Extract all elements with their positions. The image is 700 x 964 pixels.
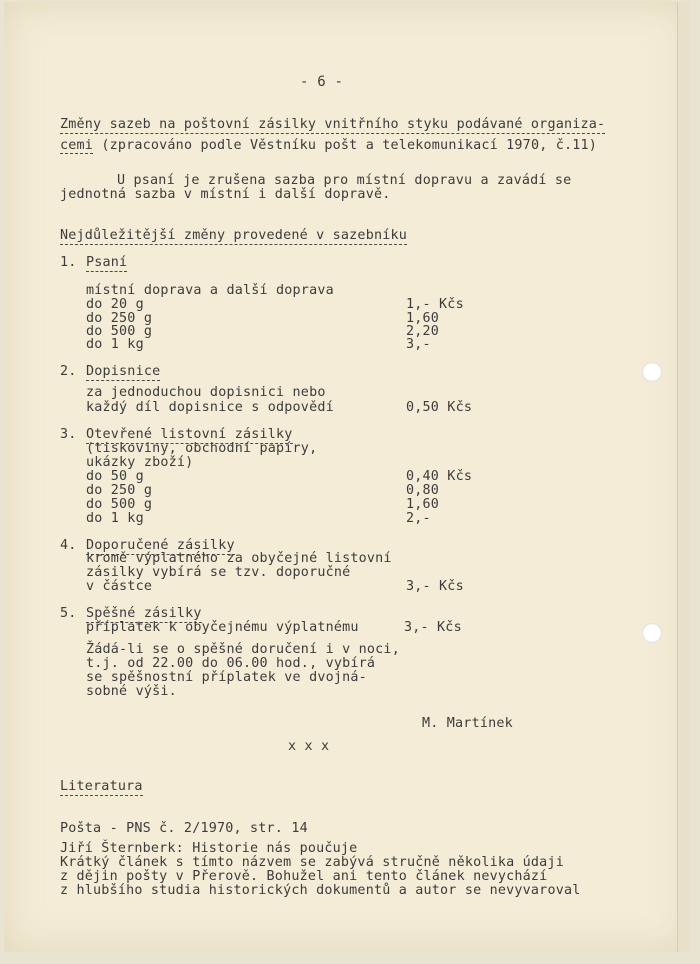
section-line: za jednoduchou dopisnici nebo [86,385,326,400]
section-line: v částce [86,579,153,594]
price: 2,- [406,511,431,526]
section-line: do 20 g [86,297,144,312]
price: 3,- Kčs [406,579,464,594]
heading-line-2-underlined: cemi [60,138,94,153]
section-line: se spěšnostní příplatek ve dvojná- [86,670,367,685]
signature: M. Martínek [422,716,513,731]
section-title: Doporučené zásilky [86,538,235,553]
page-edge [677,2,690,952]
section-line: Žádá-li se o spěšné doručení i v noci, [86,642,400,657]
section-line: ukázky zboží) [86,455,194,470]
section-line: do 250 g [86,483,153,498]
section-number: 5. [60,606,77,621]
section-line: sobné výši. [86,684,177,699]
section-line: (tiskoviny, obchodní papíry, [86,441,318,456]
section-title: Dopisnice [86,364,161,379]
heading-line-1: Změny sazeb na poštovní zásilky vnitřního styku podávané organiza- [60,117,606,132]
literature-title: Literatura [60,779,143,794]
punch-hole [642,362,662,382]
section-line: do 500 g [86,324,153,339]
price: 3,- Kčs [404,620,462,635]
literature-line: Krátký článek s tímto názvem se zabývá stručně několika údaji [60,855,564,870]
section-number: 3. [60,427,77,442]
section-line: zásilky vybírá se tzv. doporučné [86,565,351,580]
price: 0,50 Kčs [406,400,473,415]
section-line: každý díl dopisnice s odpovědí [86,400,334,415]
punch-hole [642,623,662,643]
section-title: Psaní [86,255,128,270]
price: 3,- [406,337,431,352]
literature-source: Pošta - PNS č. 2/1970, str. 14 [60,821,308,836]
intro-line-2: jednotná sazba v místní i další dopravě. [60,187,391,202]
price: 2,20 [406,324,440,339]
literature-line: z hlubšího studia historických dokumentů a autor se nevyvaroval [60,883,581,898]
page-number: - 6 - [300,74,344,90]
intro-line-1: U psaní je zrušena sazba pro místní dopravu a zavádí se [117,173,572,188]
section-number: 4. [60,538,77,553]
heading-line-2 [60,137,597,154]
literature-line: Jiří Šternberk: Historie nás poučuje [60,841,358,856]
section-line: kromě výplatného za obyčejné listovní [86,551,392,566]
section-title: Spěšné zásilky [86,606,202,621]
literature-line: z dějin pošty v Přerově. Bohužel ani tento článek nevychází [60,869,548,884]
section-line: t.j. od 22.00 do 06.00 hod., vybírá [86,656,376,671]
section-line: do 500 g [86,497,153,512]
section-line: do 1 kg [86,337,144,352]
subheading: Nejdůležitější změny provedené v sazebníku [60,228,407,243]
section-line: do 50 g [86,469,144,484]
document-page [4,2,690,952]
section-line: do 1 kg [86,511,144,526]
separator: x x x [288,739,330,754]
heading-line-2-rest: (zpracováno podle Věstníku pošt a telekomunikací 1970, č.11) [93,138,598,153]
price: 1,60 [406,311,440,326]
section-line: do 250 g [86,311,153,326]
section-number: 1. [60,255,77,270]
section-title: Otevřené listovní zásilky [86,427,293,442]
price: 1,- Kčs [406,297,464,312]
section-line: příplatek k obyčejnému výplatnému [86,620,359,635]
price: 0,40 Kčs [406,469,473,484]
price: 1,60 [406,497,440,512]
section-line: místní doprava a další doprava [86,283,334,298]
price: 0,80 [406,483,440,498]
section-number: 2. [60,364,77,379]
